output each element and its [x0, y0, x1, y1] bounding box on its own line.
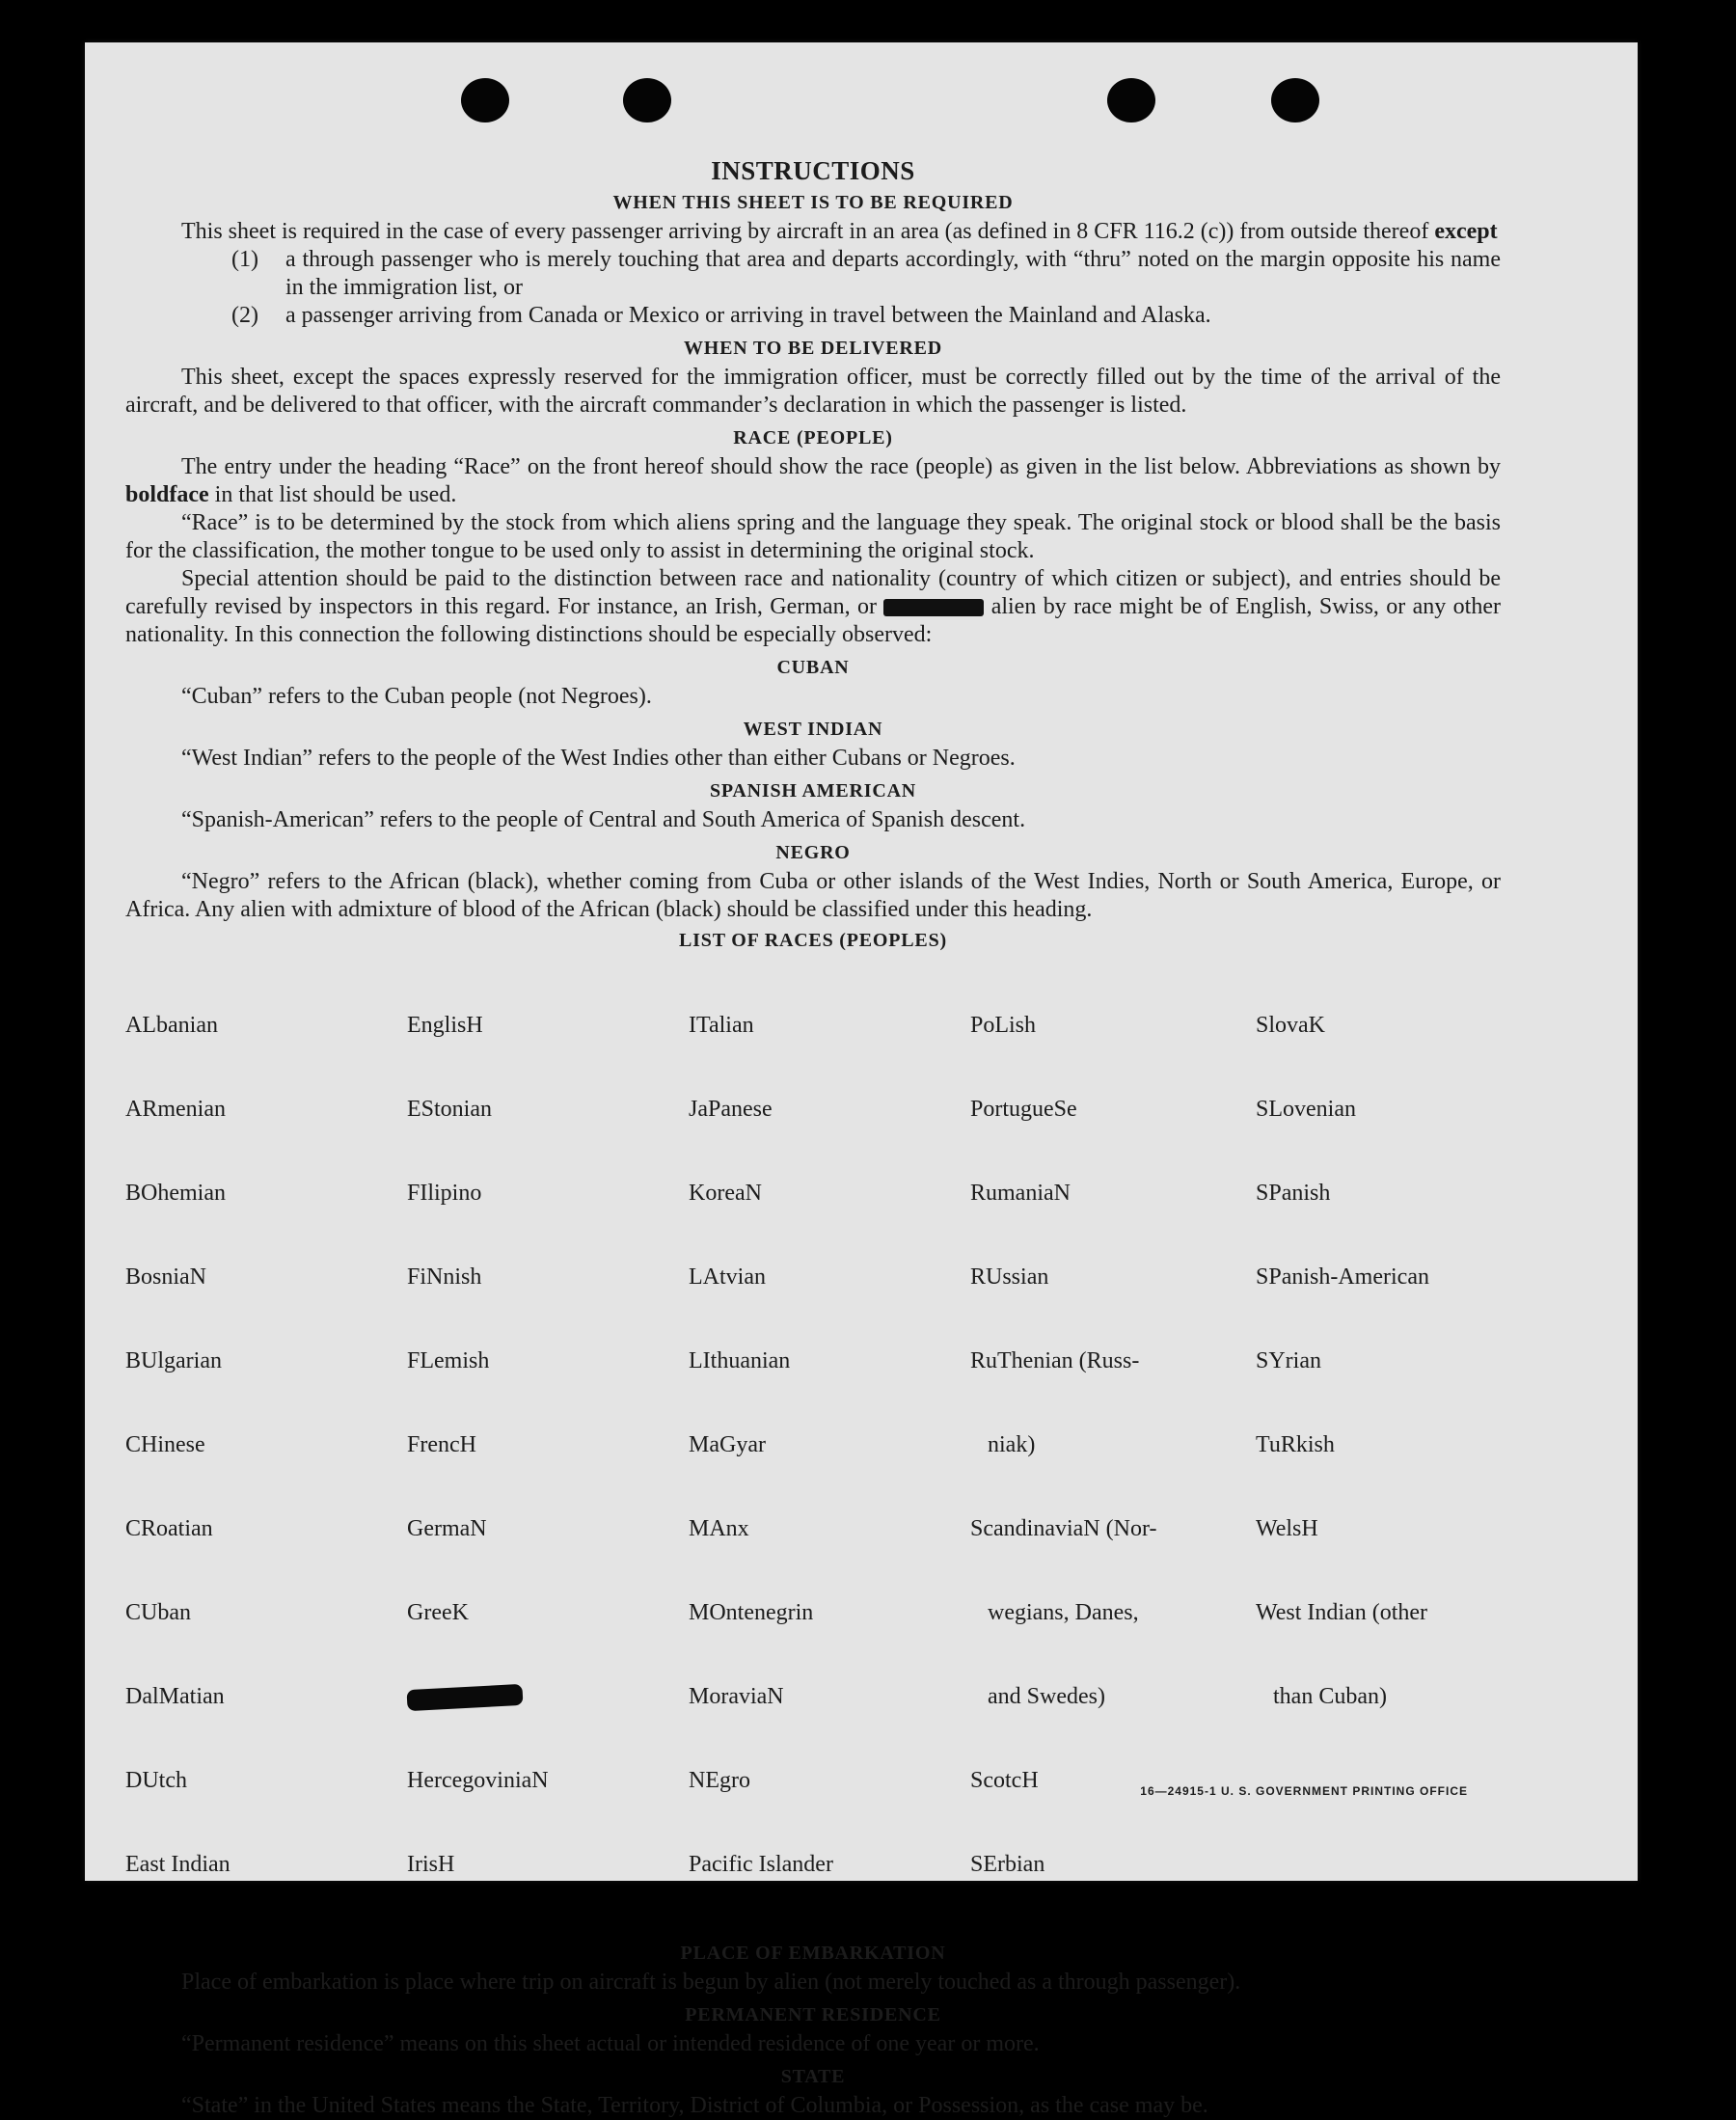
race-entry: JaPanese — [689, 1097, 773, 1122]
state-text: “State” in the United States means the State, Territory, District of Columbia, or Possession, as the case may be. — [181, 2093, 1208, 2118]
section-heading-negro: NEGRO — [775, 842, 851, 863]
race-entry: MAnx — [689, 1516, 749, 1541]
race-p1-text: The entry under the heading “Race” on the front hereof should show the race (people) as given in the list below. Abbreviations as shown by — [181, 454, 1501, 479]
section-heading-required: WHEN THIS SHEET IS TO BE REQUIRED — [612, 192, 1014, 213]
item-number: (1) — [231, 247, 258, 272]
race-paragraph-2: “Race” is to be determined by the stock from which aliens spring and the language they speak. The original stock or blood shall be the basis for the classification, the mother tongue to be used only to assist in determining the original stock. — [125, 510, 1501, 563]
race-entry: than Cuban) — [1256, 1684, 1387, 1709]
race-entry: PoLish — [970, 1013, 1037, 1038]
race-entry: SErbian — [970, 1852, 1045, 1877]
embarkation-text: Place of embarkation is place where trip on aircraft is begun by alien (not merely touched as a through passenger). — [181, 1970, 1241, 1995]
section-heading-cuban: CUBAN — [776, 657, 850, 678]
race-entry: RumaniaN — [970, 1181, 1071, 1206]
punch-hole — [461, 78, 509, 122]
residence-text: “Permanent residence” means on this sheet actual or intended residence of one year or more. — [181, 2031, 1040, 2056]
race-entry: East Indian — [125, 1852, 231, 1877]
race-entry: WelsH — [1256, 1516, 1318, 1541]
race-entry: EnglisH — [407, 1013, 483, 1038]
race-entry: GreeK — [407, 1600, 469, 1625]
race-entry: BOhemian — [125, 1181, 226, 1206]
section-heading-race: RACE (PEOPLE) — [733, 427, 893, 448]
printer-imprint: 16—24915-1 U. S. GOVERNMENT PRINTING OFFICE — [1140, 1784, 1468, 1798]
punch-hole — [623, 78, 671, 122]
race-entry: DalMatian — [125, 1684, 225, 1709]
list-item — [125, 302, 1501, 330]
race-entry: and Swedes) — [970, 1684, 1105, 1709]
race-entry: EStonian — [407, 1097, 492, 1122]
race-entry: TuRkish — [1256, 1432, 1335, 1457]
race-entry: SPanish-American — [1256, 1264, 1429, 1290]
race-entry: Pacific Islander — [689, 1852, 833, 1877]
race-p3-text: Special attention should be paid to the distinction between race and nationality (country of which citizen or subject), and entries should be carefully revised by inspectors in this regard. For instance, an Irish, German, or — [125, 566, 1501, 619]
race-entry: MOntenegrin — [689, 1600, 814, 1625]
race-entry: KoreaN — [689, 1181, 762, 1206]
race-entry: GermaN — [407, 1516, 487, 1541]
race-entry: ScotcH — [970, 1768, 1039, 1793]
race-entry: CHinese — [125, 1432, 205, 1457]
item-text: a through passenger who is merely touching that area and departs accordingly, with “thru” noted on the margin opposite his name in the immigration list, or — [285, 247, 1501, 300]
race-entry: IrisH — [407, 1852, 455, 1877]
race-entry: FLemish — [407, 1348, 490, 1373]
race-entry: ITalian — [689, 1013, 754, 1038]
spanish-american-text: “Spanish-American” refers to the people of Central and South America of Spanish descent. — [181, 807, 1026, 832]
item-number: (2) — [231, 303, 258, 328]
race-entry: SLovenian — [1256, 1097, 1356, 1122]
punch-hole — [1271, 78, 1319, 122]
race-entry: LAtvian — [689, 1264, 766, 1290]
item-text: a passenger arriving from Canada or Mexico or arriving in travel between the Mainland and Alaska. — [285, 303, 1211, 328]
section-heading-embarkation: PLACE OF EMBARKATION — [680, 1943, 946, 1964]
race-entry: ScandinaviaN (Nor- — [970, 1516, 1157, 1541]
race-entry: West Indian (other — [1256, 1600, 1428, 1625]
races-column — [689, 956, 970, 1935]
negro-text: “Negro” refers to the African (black), whether coming from Cuba or other islands of the West Indies, North or South America, Europe, or Africa. Any alien with admixture of blood of the African (black) should be classified under this heading. — [125, 869, 1501, 922]
list-item — [125, 246, 1501, 302]
race-p3-end: alien by race might be of English, Swiss, or any other nationality. In this connection the following distinctions should be especially observed: — [125, 594, 1501, 647]
race-entry: NEgro — [689, 1768, 750, 1793]
section-heading-spanish-american: SPANISH AMERICAN — [709, 780, 917, 802]
race-entry: MaGyar — [689, 1432, 766, 1457]
cuban-text: “Cuban” refers to the Cuban people (not Negroes). — [181, 684, 652, 709]
section-heading-state: STATE — [780, 2066, 846, 2087]
races-column — [125, 956, 407, 1935]
delivered-text: This sheet, except the spaces expressly reserved for the immigration officer, must be correctly filled out by the time of the arrival of the aircraft, and be delivered to that officer, with the aircraft commander’s declaration in which the passenger is listed. — [125, 365, 1501, 418]
race-entry: FIlipino — [407, 1181, 482, 1206]
required-intro-text: This sheet is required in the case of every passenger arriving by aircraft in an area (as defined in 8 CFR 116.2 (c)) from outside thereof — [181, 219, 1429, 244]
section-heading-races-list: LIST OF RACES (PEOPLES) — [679, 930, 947, 951]
race-entry: RuThenian (Russ- — [970, 1348, 1140, 1373]
race-entry: ARmenian — [125, 1097, 226, 1122]
race-entry: RUssian — [970, 1264, 1049, 1290]
race-entry: MoraviaN — [689, 1684, 784, 1709]
race-entry: CUban — [125, 1600, 191, 1625]
race-entry: LIthuanian — [689, 1348, 791, 1373]
section-heading-delivered: WHEN TO BE DELIVERED — [683, 338, 943, 359]
race-entry: FrencH — [407, 1432, 476, 1457]
section-heading-residence: PERMANENT RESIDENCE — [685, 2004, 941, 2025]
instructions-body — [125, 156, 1501, 2120]
race-entry: wegians, Danes, — [970, 1600, 1139, 1625]
race-entry: SlovaK — [1256, 1013, 1325, 1038]
race-p1-bold: boldface — [125, 482, 209, 507]
race-paragraph-3 — [125, 565, 1501, 649]
race-entry: CRoatian — [125, 1516, 213, 1541]
required-except: except — [1434, 219, 1498, 244]
races-column — [407, 956, 689, 1935]
race-entry: SYrian — [1256, 1348, 1321, 1373]
race-entry: FiNnish — [407, 1264, 482, 1290]
punch-hole — [1107, 78, 1155, 122]
race-entry: ALbanian — [125, 1013, 218, 1038]
race-entry: PortugueSe — [970, 1097, 1077, 1122]
race-paragraph-1 — [125, 453, 1501, 509]
race-p1-end: in that list should be used. — [214, 482, 457, 507]
race-entry: DUtch — [125, 1768, 187, 1793]
redaction-mark — [407, 1684, 524, 1711]
document-page — [85, 42, 1638, 2118]
race-entry: niak) — [970, 1432, 1036, 1457]
race-entry: HercegoviniaN — [407, 1768, 549, 1793]
redacted-race-entry — [407, 1683, 689, 1711]
race-entry: SPanish — [1256, 1181, 1331, 1206]
required-intro — [125, 218, 1501, 246]
race-entry: BUlgarian — [125, 1348, 222, 1373]
redaction-mark — [883, 599, 984, 616]
west-indian-text: “West Indian” refers to the people of the West Indies other than either Cubans or Negroes. — [181, 746, 1016, 771]
race-entry: BosniaN — [125, 1264, 206, 1290]
section-heading-west-indian: WEST INDIAN — [743, 719, 883, 740]
page-title: INSTRUCTIONS — [711, 156, 915, 185]
